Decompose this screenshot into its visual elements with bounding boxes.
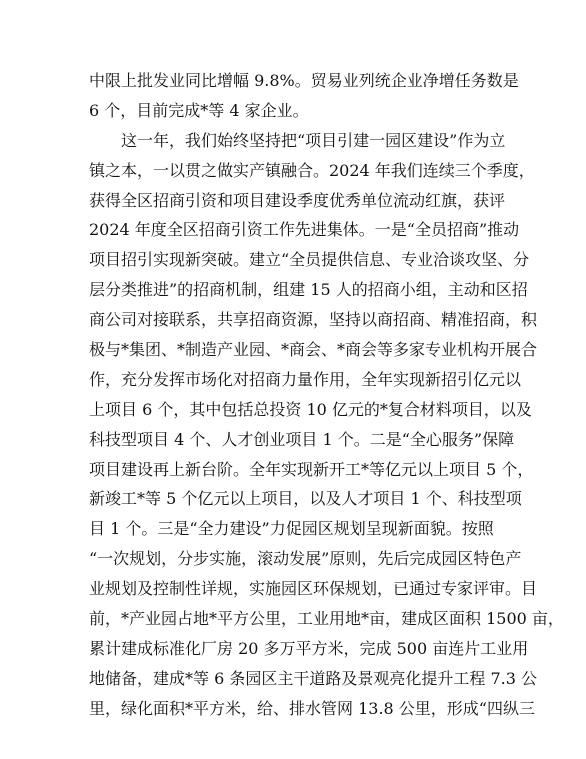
text-line: 科技型项目 4 个、人才创业项目 1 个。二是“全心服务”保障 <box>89 429 515 449</box>
text-line: 作，充分发挥市场化对招商力量作用，全年实现新招引亿元以 <box>89 369 522 389</box>
text-line: 获得全区招商引资和项目建设季度优秀单位流动红旗，获评 <box>89 190 506 210</box>
text-line: 里，绿化面积*平方米，给、排水管网 13.8 公里，形成“四纵三 <box>89 698 535 718</box>
text-line: “一次规划，分步实施，滚动发展”原则，先后完成园区特色产 <box>89 549 522 569</box>
text-line: 累计建成标准化厂房 20 多万平方米，完成 500 亩连片工业用 <box>89 638 529 658</box>
text-line: 业规划及控制性详规，实施园区环保规划，已通过专家评审。目 <box>89 579 538 599</box>
text-line: 层分类推进”的招商机制，组建 15 人的招商小组，主动和区招 <box>89 280 528 300</box>
text-line: 前，*产业园占地*平方公里，工业用地*亩，建成区面积 1500 亩， <box>89 609 564 629</box>
text-line: 新竣工*等 5 个亿元以上项目，以及人才项目 1 个、科技型项 <box>89 489 522 509</box>
text-line: 镇之本，一以贯之做实产镇融合。2024 年我们连续三个季度， <box>89 160 535 180</box>
text-line: 地储备，建成*等 6 条园区主干道路及景观亮化提升工程 7.3 公 <box>89 668 537 688</box>
text-line: 6 个，目前完成*等 4 家企业。 <box>89 100 309 120</box>
text-line: 极与*集团、*制造产业园、*商会、*商会等多家专业机构开展合 <box>89 340 538 360</box>
text-line: 商公司对接联系，共享招商资源，坚持以商招商、精准招商，积 <box>89 310 538 330</box>
body-text <box>89 66 564 724</box>
text-line: 上项目 6 个，其中包括总投资 10 亿元的*复合材料项目，以及 <box>89 399 532 419</box>
text-line: 目 1 个。三是“全力建设”力促园区规划呈现新面貌。按照 <box>89 519 494 539</box>
text-line: 项目建设再上新台阶。全年实现新开工*等亿元以上项目 5 个， <box>89 459 534 479</box>
text-line: 项目招引实现新突破。建立“全员提供信息、专业洽谈攻坚、分 <box>89 250 530 270</box>
text-line: 2024 年度全区招商引资工作先进集体。一是“全员招商”推动 <box>89 220 520 240</box>
text-line: 中限上批发业同比增幅 9.8%。贸易业列统企业净增任务数是 <box>89 71 519 90</box>
paragraph-first-line: 这一年，我们始终坚持把“项目引建一园区建设”作为立 <box>121 130 506 150</box>
